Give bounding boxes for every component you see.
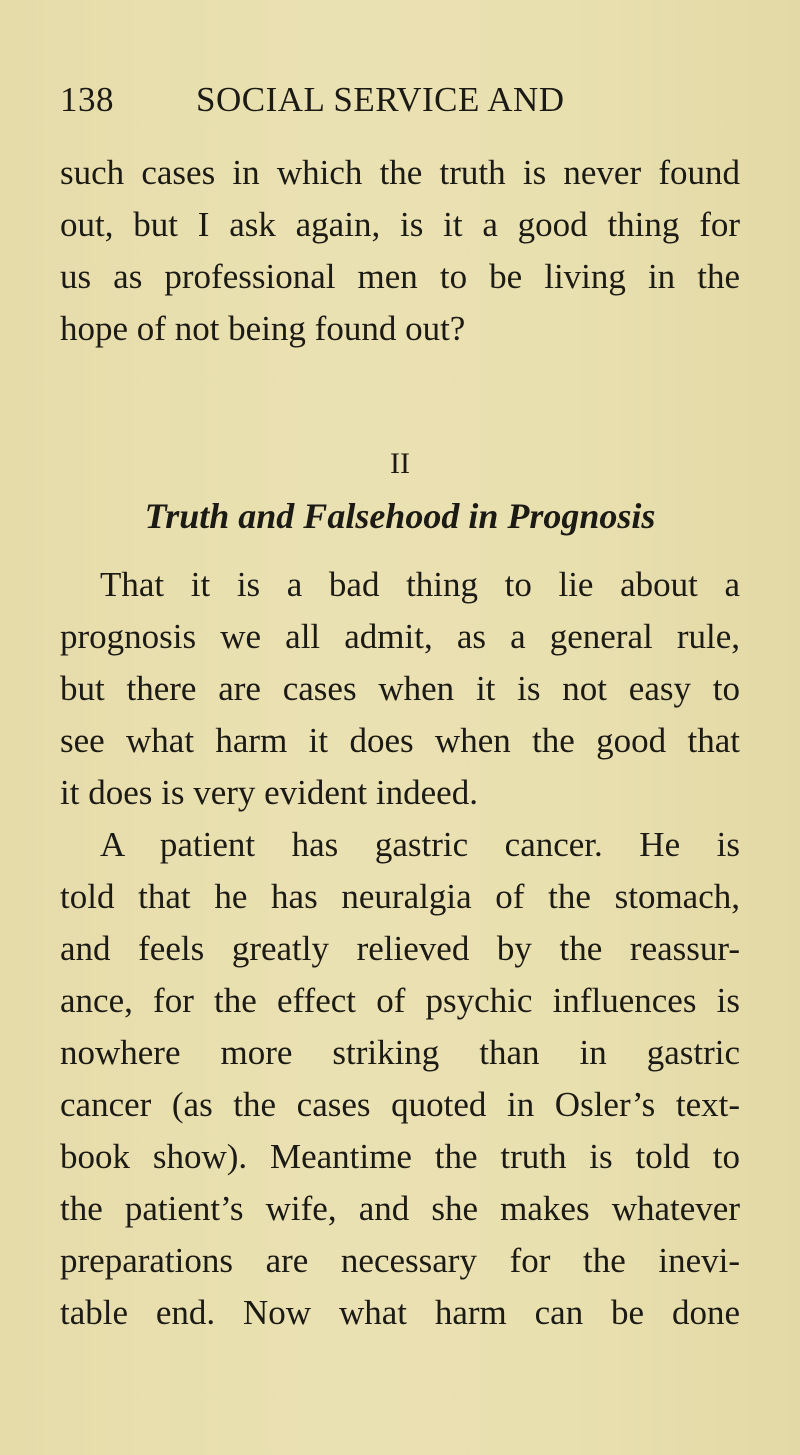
text-line: A patient has gastric cancer. He is <box>100 825 740 864</box>
text-line: table end. Now what harm can be done <box>60 1293 740 1332</box>
text-line: cancer (as the cases quoted in Osler’s text- <box>60 1085 740 1124</box>
section-number: II <box>390 447 410 480</box>
text-line: but there are cases when it is not easy to <box>60 669 740 708</box>
text-line: such cases in which the truth is never found <box>60 153 740 192</box>
page-number: 138 <box>60 80 114 119</box>
text-line: preparations are necessary for the inevi- <box>60 1241 740 1280</box>
text-line: and feels greatly relieved by the reassur- <box>60 929 740 968</box>
text-line: book show). Meantime the truth is told to <box>60 1137 740 1176</box>
text-line: see what harm it does when the good that <box>60 721 740 760</box>
text-line: told that he has neuralgia of the stomach, <box>60 877 740 916</box>
running-head-title: SOCIAL SERVICE AND <box>196 80 565 119</box>
section-title: Truth and Falsehood in Prognosis <box>144 496 656 536</box>
text-line: out, but I ask again, is it a good thing for <box>60 205 740 244</box>
text-line: nowhere more striking than in gastric <box>60 1033 740 1072</box>
text-line: the patient’s wife, and she makes whatever <box>60 1189 740 1228</box>
text-line: hope of not being found out? <box>60 309 466 348</box>
text-line: That it is a bad thing to lie about a <box>100 565 740 604</box>
text-line: it does is very evident indeed. <box>60 773 478 812</box>
text-line: us as professional men to be living in the <box>60 257 740 296</box>
text-line: prognosis we all admit, as a general rule, <box>60 617 740 656</box>
text-line: ance, for the effect of psychic influences is <box>60 981 740 1020</box>
running-head <box>60 78 740 122</box>
